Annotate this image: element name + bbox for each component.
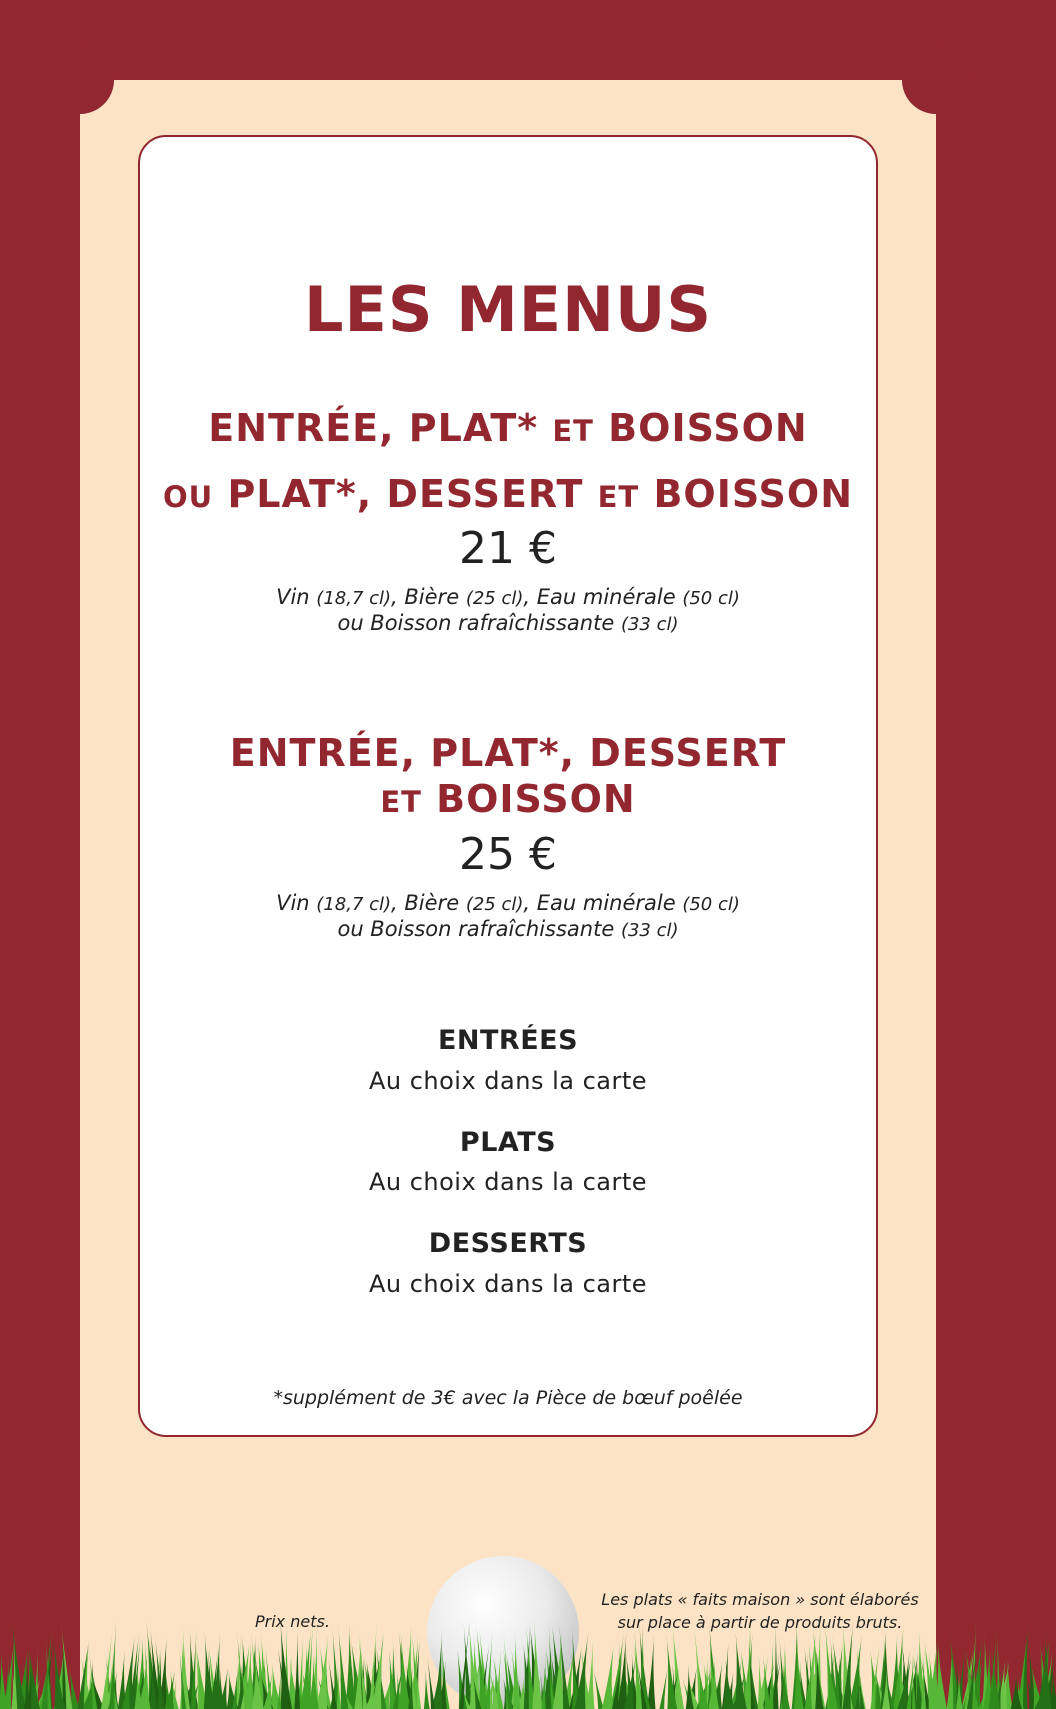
course-heading-desserts: DESSERTS bbox=[428, 1228, 588, 1259]
drink-soft-volume: (33 cl) bbox=[620, 920, 679, 941]
drink-biere-volume: (25 cl) bbox=[465, 588, 524, 609]
drink-soft: ou Boisson rafraîchissante bbox=[337, 611, 615, 635]
grass-blade bbox=[294, 1627, 300, 1709]
menu2-drinks-line1 bbox=[140, 891, 876, 917]
fait-maison-line2: sur place à partir de produits bruts. bbox=[617, 1613, 903, 1632]
drink-vin-volume: (18,7 cl) bbox=[316, 588, 392, 609]
drink-eau: , Eau minérale bbox=[523, 891, 676, 915]
grass-blade bbox=[424, 1669, 430, 1709]
drink-vin: Vin bbox=[276, 585, 310, 609]
drink-vin-volume: (18,7 cl) bbox=[316, 894, 392, 915]
drink-biere: , Bière bbox=[391, 891, 460, 915]
supplement-note: *supplément de 3€ avec la Pièce de bœuf poêlée bbox=[273, 1387, 743, 1409]
panel-notch-right bbox=[902, 46, 970, 114]
fait-maison-line1: Les plats « faits maison » sont élaborés bbox=[601, 1590, 919, 1609]
drink-vin: Vin bbox=[276, 891, 310, 915]
menu2-line2-text-b: BOISSON bbox=[436, 777, 636, 821]
menu-panel bbox=[80, 80, 936, 1709]
drink-eau-volume: (50 cl) bbox=[682, 894, 740, 915]
drink-biere: , Bière bbox=[391, 585, 460, 609]
prix-nets-note: Prix nets. bbox=[255, 1612, 330, 1631]
menu2-drinks bbox=[140, 891, 876, 943]
drink-soft-volume: (33 cl) bbox=[620, 614, 679, 635]
menu1-heading-line2 bbox=[140, 461, 876, 530]
drink-soft: ou Boisson rafraîchissante bbox=[337, 917, 615, 941]
menu1-line2-text-b: BOISSON bbox=[653, 472, 853, 516]
menu1-line1-text-a: ENTRÉE, PLAT* bbox=[208, 406, 539, 450]
menu1-line2-small2: ET bbox=[597, 480, 640, 514]
menu2-drinks-line2 bbox=[140, 917, 876, 943]
menu2-heading-line1: ENTRÉE, PLAT*, DESSERT bbox=[229, 731, 787, 775]
menu1-line2-small1: OU bbox=[163, 480, 214, 514]
menu-card bbox=[138, 135, 878, 1437]
drink-eau: , Eau minérale bbox=[523, 585, 676, 609]
drink-eau-volume: (50 cl) bbox=[682, 588, 740, 609]
menu2-line2-small: ET bbox=[380, 785, 422, 819]
menu2-price: 25 € bbox=[459, 829, 557, 880]
grass-blade bbox=[647, 1634, 656, 1709]
fait-maison-note bbox=[590, 1588, 930, 1634]
menu1-line1-text-b: BOISSON bbox=[608, 406, 808, 450]
course-text-desserts: Au choix dans la carte bbox=[368, 1270, 648, 1298]
menu1-drinks-line1 bbox=[140, 585, 876, 611]
course-heading-entrees: ENTRÉES bbox=[437, 1025, 579, 1056]
menu1-drinks-line2 bbox=[140, 611, 876, 637]
menu1-price: 21 € bbox=[459, 523, 557, 574]
panel-notch-left bbox=[46, 46, 114, 114]
page-title: LES MENUS bbox=[303, 273, 713, 346]
course-text-entrees: Au choix dans la carte bbox=[368, 1067, 648, 1095]
menu1-drinks bbox=[140, 585, 876, 637]
grass-blade bbox=[593, 1668, 604, 1709]
menu2-heading-line2 bbox=[140, 766, 876, 835]
course-text-plats: Au choix dans la carte bbox=[368, 1168, 648, 1196]
grass-blade bbox=[659, 1664, 668, 1709]
course-heading-plats: PLATS bbox=[459, 1127, 557, 1158]
menu1-heading-line1 bbox=[140, 395, 876, 464]
menu1-line2-text-a: PLAT*, DESSERT bbox=[227, 472, 584, 516]
drink-biere-volume: (25 cl) bbox=[465, 894, 524, 915]
menu1-line1-small: ET bbox=[552, 414, 594, 448]
